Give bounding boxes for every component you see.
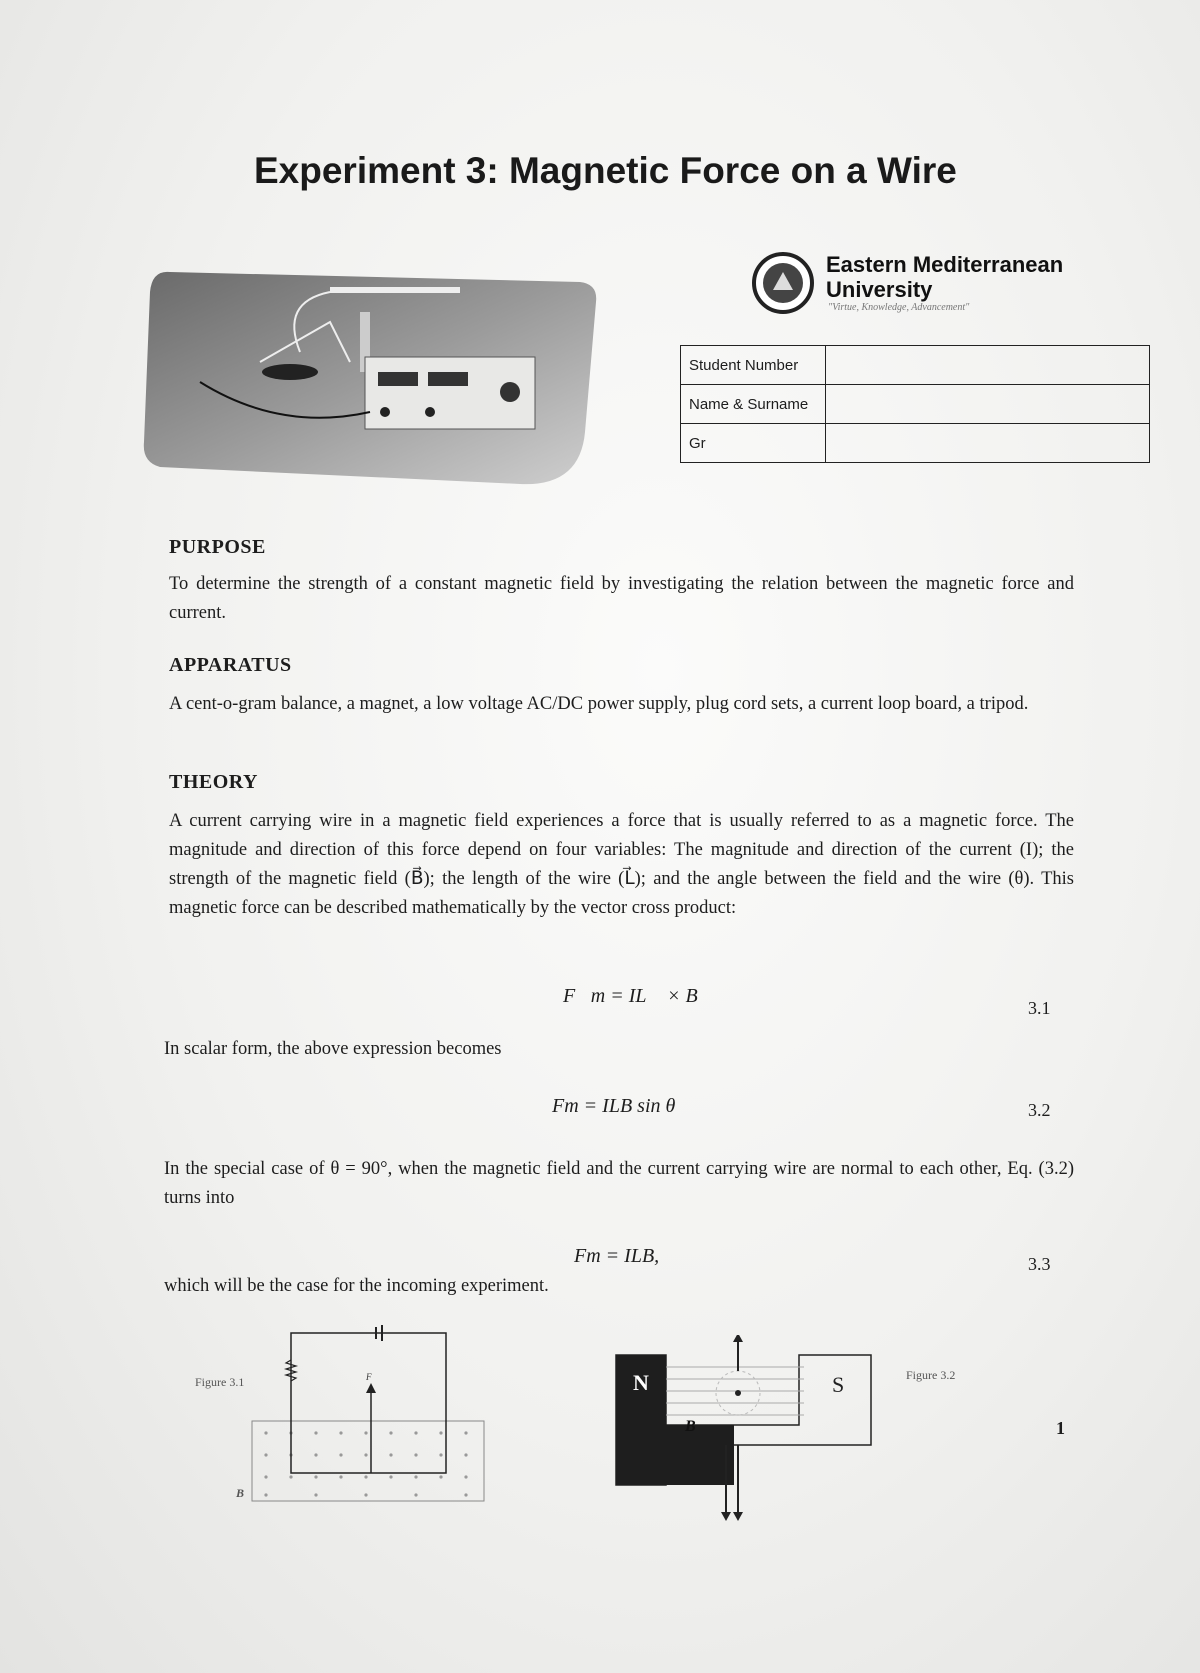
table-row: [681, 346, 1150, 385]
name-surname-field[interactable]: [826, 385, 1150, 424]
purpose-text: To determine the strength of a constant magnetic field by investigating the relation between the magnetic force and current.: [169, 574, 1074, 623]
equation-3-2: Fm = ILB sin θ: [552, 1095, 676, 1117]
name-surname-label: Name & Surname: [681, 385, 826, 424]
group-field[interactable]: [826, 424, 1150, 463]
table-row: [681, 385, 1150, 424]
theory-heading: THEORY: [169, 771, 258, 793]
equation-number-3-3: 3.3: [1028, 1254, 1051, 1274]
university-motto: "Virtue, Knowledge, Advancement": [828, 302, 970, 313]
student-number-label: Student Number: [681, 346, 826, 385]
figure-3-1-circuit-diagram: [236, 1325, 501, 1510]
figure-3-1-label: Figure 3.1: [195, 1375, 245, 1389]
svg-text:F: F: [366, 1372, 372, 1382]
apparatus-heading: APPARATUS: [169, 654, 292, 676]
magnet-pole-s: S: [832, 1372, 845, 1397]
page-title: Experiment 3: Magnetic Force on a Wire: [254, 150, 957, 191]
equation-3-3: Fm = ILB,: [574, 1245, 660, 1267]
purpose-heading: PURPOSE: [169, 536, 266, 558]
apparatus-text: A cent-o-gram balance, a magnet, a low voltage AC/DC power supply, plug cord sets, a current loop board, a tripod.: [169, 694, 1029, 714]
university-name: Eastern Mediterranean University: [826, 252, 1064, 302]
figure-3-2-label: Figure 3.2: [906, 1368, 956, 1382]
equation-number-3-2: 3.2: [1028, 1100, 1051, 1120]
figure-3-2-magnet-diagram: [614, 1335, 874, 1525]
university-logo-block: [748, 252, 1118, 324]
equation-number-3-1: 3.1: [1028, 998, 1051, 1018]
special-case-text: In the special case of θ = 90°, when the magnetic field and the current carrying wire are normal to each other, Eq. (3.2) turns into: [164, 1159, 1074, 1208]
university-seal-icon: [748, 252, 818, 314]
theory-text: A current carrying wire in a magnetic field experiences a force that is usually referred to as a magnetic force. The magnitude and direction of this force depend on four variables: The magnitude and direction of the current (I); the strength of the magnetic field (B⃗); the length of the wire (L⃗); and the angle between the field and the wire (θ). This magnetic force can be described mathematically by the vector cross product:: [169, 811, 1074, 918]
figure-3-1-b-label: B⃗: [236, 1486, 254, 1500]
apparatus-photo: [140, 262, 600, 490]
scalar-intro-text: In scalar form, the above expression becomes: [164, 1039, 502, 1059]
magnet-pole-n: N: [633, 1370, 649, 1395]
student-number-field[interactable]: [826, 346, 1150, 385]
group-label: Gr: [681, 424, 826, 463]
student-info-table: [680, 345, 1150, 463]
figure-3-2-b-label: B⃗: [685, 1418, 709, 1435]
page-number: 1: [1056, 1418, 1065, 1438]
equation-3-1: F⃗m = IL⃗ × B⃗: [563, 985, 714, 1007]
table-row: [681, 424, 1150, 463]
after-equation-text: which will be the case for the incoming experiment.: [164, 1276, 549, 1296]
